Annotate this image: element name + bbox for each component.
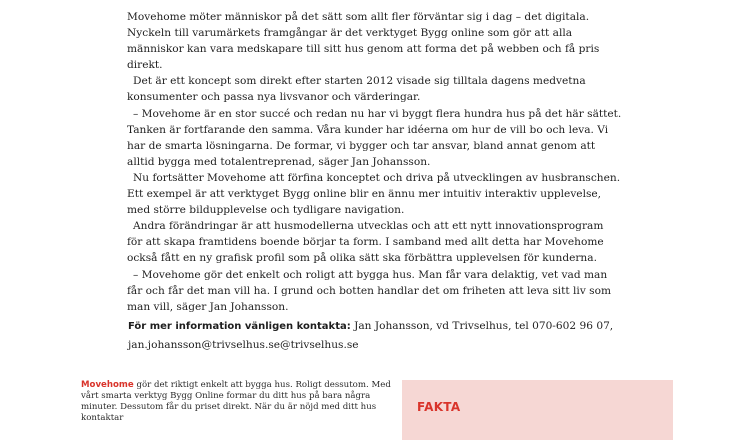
contact-email[interactable]: jan.johansson@trivselhus.se@trivselhus.se — [128, 339, 359, 351]
footer-about — [81, 380, 393, 424]
paragraph-concept: Det är ett koncept som direkt efter starten 2012 visade sig tilltala dagens medvetna konsumenter och passa nya livsvanor och värderingar. — [127, 75, 586, 104]
contact-details: Jan Johansson, vd Trivselhus, tel 070-602 96 07, — [354, 320, 614, 332]
contact-line — [128, 317, 628, 336]
contact-label: För mer information vänligen kontakta: — [128, 321, 351, 332]
fakta-box — [402, 380, 673, 440]
footer-description: gör det riktigt enkelt att bygga hus. Roligt dessutom. Med vårt smarta verktyg Bygg Online formar du ditt hus på bara några minuter. Dessutom får du priset direkt. När du är nöjd med ditt hus kontaktar — [81, 380, 391, 423]
contact-info — [128, 317, 628, 354]
paragraph-quote-freedom: – Movehome gör det enkelt och roligt att bygga hus. Man får vara delaktig, vet vad man får och får det man vill ha. I grund och botten handlar det om friheten att leva sitt liv som man vill, säger Jan Johansson. — [127, 268, 612, 313]
paragraph-intro: Movehome möter människor på det sätt som allt fler förväntar sig i dag – det digitala. Nyckeln till varumärkets framgångar är det verktyget Bygg online som gör att alla människor kan vara medskapare till sitt hus genom att forma det på webben och få pris direkt. — [127, 11, 600, 72]
paragraph-development: Nu fortsätter Movehome att förfina konceptet och driva på utvecklingen av husbranschen. Ett exempel är att verktyget Bygg online blir en ännu mer intuitiv interaktiv upplevelse, med större bildupplevelse och tydligare navigation. — [127, 171, 621, 217]
paragraph-quote-success: – Movehome är en stor succé och redan nu har vi byggt flera hundra hus på det här sättet. Tanken är fortfarande den samma. Våra kunder har idéerna om hur de vill bo och leva. Vi har de smarta lösningarna. De formar, vi bygger och tar ansvar, bland annat genom att alltid bygga med totalentreprenad, säger Jan Johansson. — [127, 107, 622, 168]
paragraph-changes: Andra förändringar är att husmodellerna utvecklas och att ett nytt innovationsprogram för att skapa framtidens boende börjar ta form. I samband med allt detta har Movehome också fått en ny grafisk profil som på olika sätt ska förbättra upplevelsen för kunderna. — [127, 220, 604, 265]
brand-name: Movehome — [81, 380, 134, 390]
fakta-title: FAKTA — [417, 400, 461, 414]
press-release-body — [127, 9, 622, 315]
